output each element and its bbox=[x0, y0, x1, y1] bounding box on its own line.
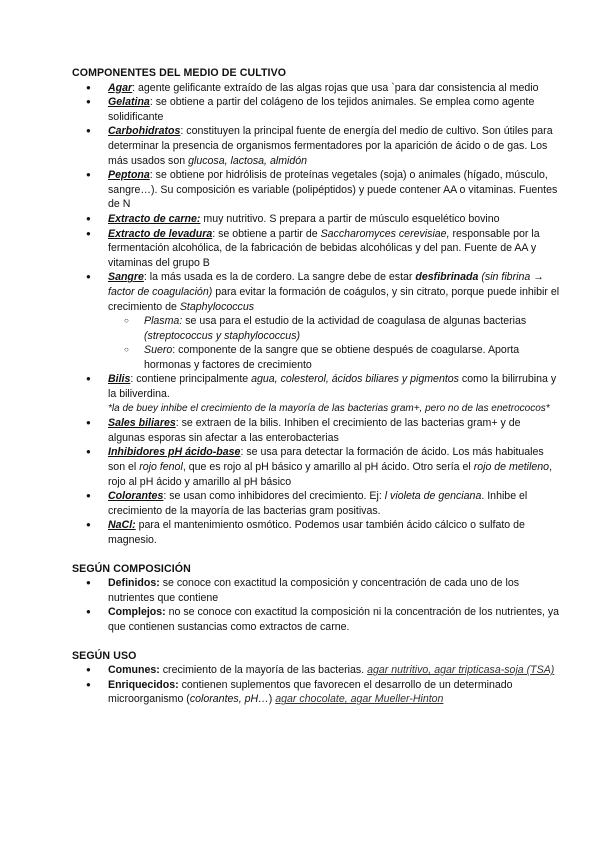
term: NaCl: bbox=[108, 519, 136, 532]
description: para el mantenimiento osmótico. Podemos usar también ácido cálcico o sulfato de magnesio. bbox=[108, 519, 525, 546]
description: : agente gelificante extraído de las algas rojas que usa `para dar consistencia al medio bbox=[132, 81, 539, 94]
description: para evitar la formación de coágulos, y sin citrato, porque puede inhibir el crecimiento de bbox=[108, 285, 560, 313]
list-item-enriquecidos bbox=[108, 678, 560, 707]
description: : se usa para detectar la formación de ácido. Los más habituales son el bbox=[108, 446, 544, 474]
list-item-peptona bbox=[108, 168, 560, 212]
list-item-definidos bbox=[108, 576, 560, 605]
description: crecimiento de la mayoría de las bacterias. bbox=[159, 664, 368, 677]
term: Enriquecidos: bbox=[108, 678, 179, 691]
term: Sales biliares bbox=[108, 417, 176, 430]
bold-italic-text: desfibrinada bbox=[415, 271, 479, 284]
italic-text: rojo fenol bbox=[139, 461, 183, 474]
description: , rojo al pH ácido y amarillo al pH básico bbox=[108, 461, 553, 488]
term: Extracto de levadura bbox=[108, 227, 213, 240]
componentes-list bbox=[72, 81, 560, 548]
description: ) bbox=[268, 693, 276, 706]
description: : componente de la sangre que se obtiene después de coagularse. Aporta hormonas y factores de crecimiento bbox=[144, 344, 520, 371]
description: se conoce con exactitud la composición y concentración de cada uno de los nutrientes que contiene bbox=[108, 577, 520, 604]
term: Definidos: bbox=[108, 577, 160, 590]
sub-item-plasma bbox=[144, 314, 560, 343]
sub-term: Plasma: bbox=[144, 315, 183, 328]
composicion-list bbox=[72, 576, 560, 634]
example-text: agar chocolate, agar Mueller-Hinton bbox=[275, 693, 444, 706]
description: : constituyen la principal fuente de energía del medio de cultivo. Son útiles para determinar la presencia de organismos fermentadores por la aparición de ácido o de gas. Los más usados son bbox=[108, 125, 553, 167]
description: . Inhibe el crecimiento de la mayoría de las bacterias gram positivas. bbox=[108, 490, 528, 517]
term: Extracto de carne: bbox=[108, 212, 201, 225]
italic-text: (sin fibrina → factor de coagulación) bbox=[108, 271, 544, 298]
italic-text: (streptococcus y staphylococcus) bbox=[144, 329, 301, 342]
list-item-colorantes bbox=[108, 489, 560, 518]
list-item-nacl bbox=[108, 518, 560, 547]
note-text: *la de buey inhibe el crecimiento de la mayoría de las bacterias gram+, pero no de las enetrococos* bbox=[108, 402, 550, 414]
term: Carbohidratos bbox=[108, 125, 181, 138]
term: Comunes: bbox=[108, 664, 160, 677]
description: : se obtiene a partir de bbox=[212, 227, 321, 240]
list-item-extracto-carne bbox=[108, 212, 560, 227]
sub-item-suero bbox=[144, 343, 560, 372]
description: como la bilirrubina y la biliverdina. bbox=[108, 373, 557, 401]
list-item-carbohidratos bbox=[108, 124, 560, 168]
term: Complejos: bbox=[108, 606, 166, 619]
description: no se conoce con exactitud la composición ni la concentración de los nutrientes, ya que contienen sustancias como extractos de carne. bbox=[108, 606, 560, 633]
list-item-comunes bbox=[108, 663, 560, 678]
sangre-sublist bbox=[108, 314, 560, 372]
uso-list bbox=[72, 663, 560, 707]
description: : se usan como inhibidores del crecimiento. Ej: bbox=[163, 490, 385, 503]
example-text: agar nutritivo, agar tripticasa-soja (TSA) bbox=[367, 664, 555, 677]
list-item-extracto-levadura bbox=[108, 227, 560, 271]
term: Sangre bbox=[108, 271, 144, 284]
term: Colorantes bbox=[108, 490, 164, 503]
list-item-sales-biliares bbox=[108, 416, 560, 445]
description: , que es rojo al pH básico y amarillo al pH ácido. Otro sería el bbox=[182, 461, 474, 474]
term: Inhibidores pH ácido-base bbox=[108, 446, 241, 459]
list-item-bilis bbox=[108, 372, 560, 416]
list-item-complejos bbox=[108, 605, 560, 634]
list-item-gelatina bbox=[108, 95, 560, 124]
description: : se obtiene a partir del colágeno de los tejidos animales. Se emplea como agente solidificante bbox=[108, 96, 535, 123]
description: : contiene principalmente bbox=[130, 373, 252, 386]
term: Peptona bbox=[108, 169, 150, 182]
description: : se obtiene por hidrólisis de proteínas vegetales (soja) o animales (hígado, músculo, sangre…). Su composición es variable (polipéptidos) y puede contener AA o vitaminas. Fuentes de N bbox=[108, 169, 558, 211]
description: se usa para el estudio de la actividad de coagulasa de algunas bacterias bbox=[182, 315, 527, 328]
italic-text: agua, colesterol, ácidos biliares y pigmentos bbox=[251, 373, 459, 386]
italic-text: Staphylococcus bbox=[179, 300, 255, 313]
list-item-agar bbox=[108, 81, 560, 96]
description: responsable por la fermentación alcohólica, de la fabricación de bebidas alcohólicas y del pan. Fuente de AA y vitaminas del grupo B bbox=[108, 227, 540, 269]
section-title-uso: SEGÚN USO bbox=[72, 649, 137, 662]
italic-text: l violeta de genciana bbox=[384, 490, 482, 503]
italic-text: rojo de metileno bbox=[473, 461, 550, 474]
list-item-sangre bbox=[108, 270, 560, 372]
description: : la más usada es la de cordero. La sangre debe de estar bbox=[143, 271, 416, 284]
italic-text: glucosa, lactosa, almidón bbox=[188, 154, 308, 167]
term: Gelatina bbox=[108, 96, 150, 109]
italic-text: Saccharomyces cerevisiae, bbox=[320, 227, 450, 240]
section-title-componentes: COMPONENTES DEL MEDIO DE CULTIVO bbox=[72, 67, 287, 79]
sub-term: Suero bbox=[144, 344, 173, 357]
term: Agar bbox=[108, 81, 133, 94]
description: contienen suplementos que favorecen el desarrollo de un determinado microorganismo ( bbox=[108, 678, 513, 706]
description: : se extraen de la bilis. Inhiben el crecimiento de las bacterias gram+ y de algunas esporas sin afectar a las enterobacterias bbox=[108, 417, 521, 444]
italic-text: colorantes, pH… bbox=[189, 693, 269, 706]
section-title-composicion: SEGÚN COMPOSICIÓN bbox=[72, 562, 191, 575]
term: Bilis bbox=[108, 373, 131, 386]
list-item-inhibidores-ph bbox=[108, 445, 560, 489]
description: muy nutritivo. S prepara a partir de músculo esquelético bovino bbox=[200, 212, 500, 225]
